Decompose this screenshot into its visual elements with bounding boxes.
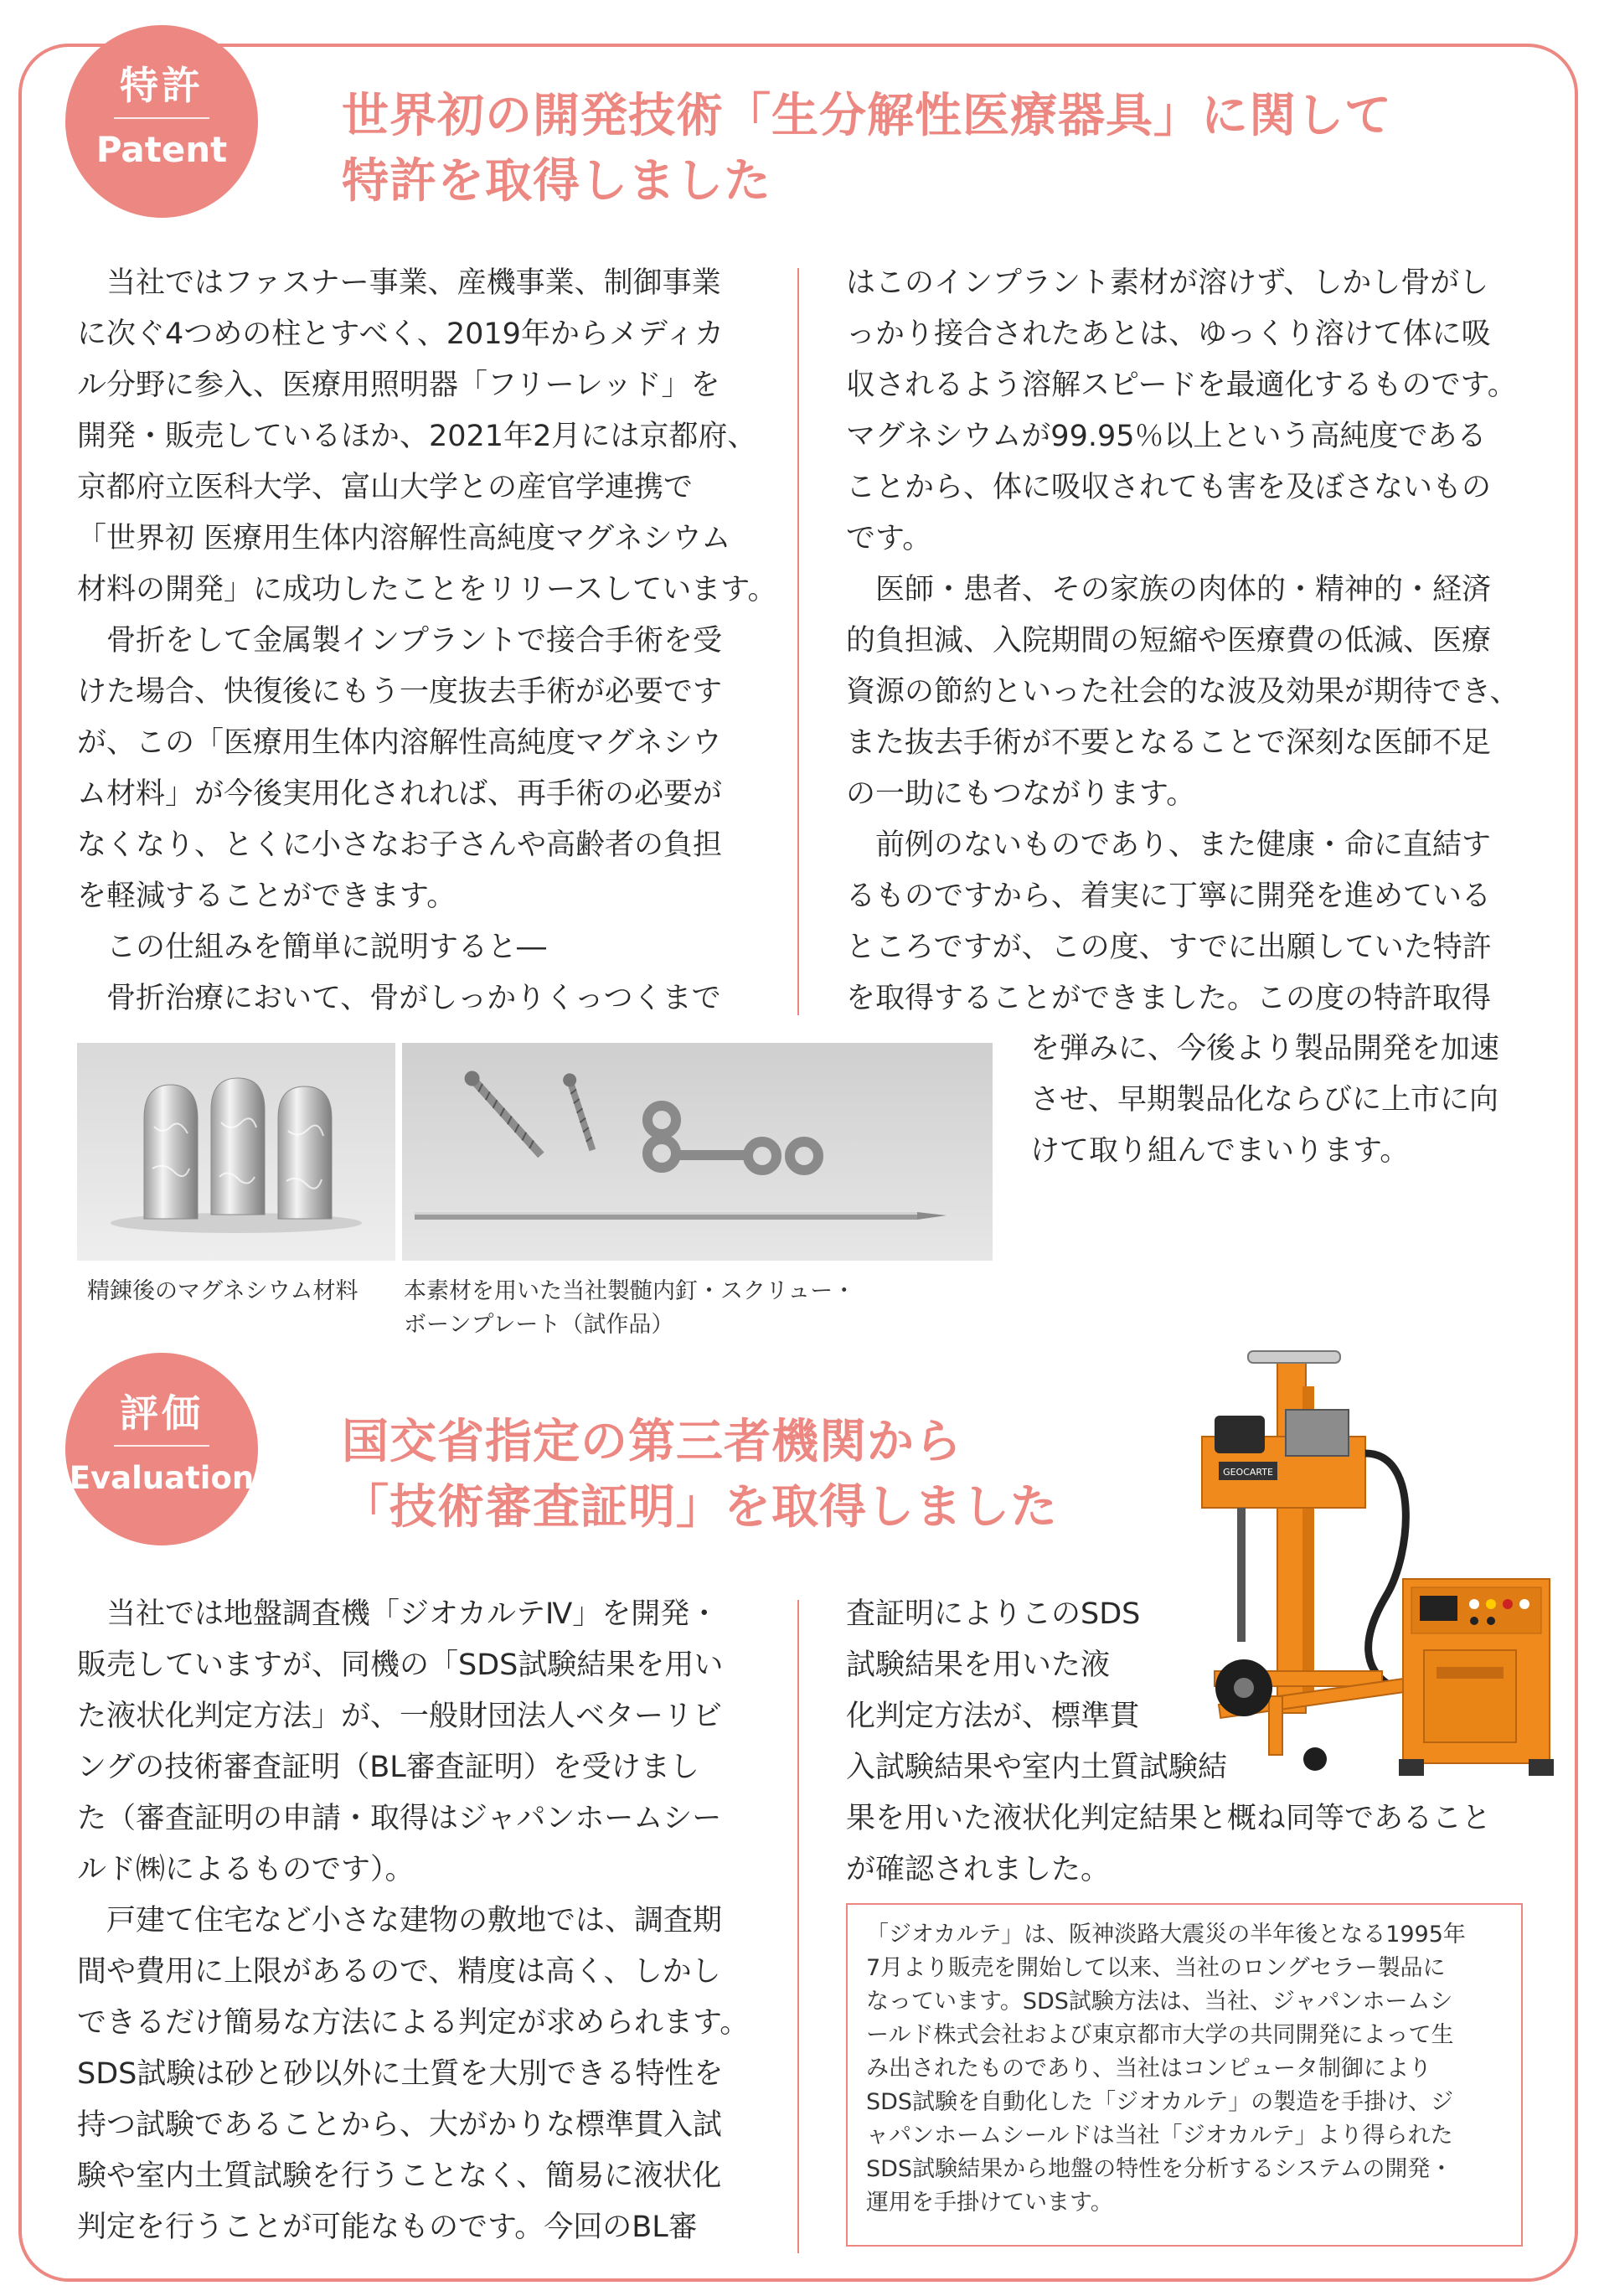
magnesium-photo-caption: 精錬後のマグネシウム材料 bbox=[87, 1278, 358, 1304]
patent-left-column bbox=[77, 258, 781, 1024]
evaluation-badge-jp: 評価 bbox=[120, 1390, 204, 1436]
evaluation-left-paragraph: 戸建て住宅など小さな建物の敷地では、調査期 間や費用に上限があるので、精度は高く、しかし できるだけ簡易な方法による判定が求められます。 SDS試験は砂と砂以外に土質を大別できる特性を 持つ試験であることから、大がかりな標準貫入試 験や室内土質試験を行うことなく、簡易に液状化 判定を行うことが可能なものです。今回のBL審 bbox=[77, 1904, 750, 2244]
patent-left-paragraph: 当社ではファスナー事業、産機事業、制御事業 に次ぐ4つめの柱とすべく、2019年からメディカ ル分野に参入、医療用照明器「フリーレッド」を 開発・販売しているほか、2021年2月には京都府、 京都府立医科大学、富山大学との産官学連携で 「世界初 医療用生体内溶解性高純度マグネシウム 材料の開発」に成功したことをリリースしています。 bbox=[77, 266, 777, 606]
patent-badge-en: Patent bbox=[95, 129, 228, 170]
evaluation-right-column bbox=[846, 1589, 1550, 1896]
patent-right-paragraph: 医師・患者、その家族の肉体的・精神的・経済 的負担減、入院期間の短縮や医療費の低減、医療 資源の節約といった社会的な波及効果が期待でき、 また抜去手術が不要となることで深刻な医師不足 の一助にもつながります。 bbox=[846, 573, 1519, 811]
evaluation-column-divider bbox=[797, 1600, 799, 2253]
badge-divider bbox=[114, 1445, 209, 1447]
patent-heading-line2: 特許を取得しました bbox=[342, 154, 771, 209]
implants-photo-caption: 本素材を用いた当社製髄内釘・スクリュー・ ボーンプレート（試作品） bbox=[404, 1278, 856, 1338]
geocarte-note-text: 「ジオカルテ」は、阪神淡路大震災の半年後となる1995年 7月より販売を開始して以来、当社のロングセラー製品に なっています。SDS試験方法は、当社、ジャパンホームシ ールド株式会社および東京都市大学の共同開発によって生 み出されたものであり、当社はコンピュータ制御により SDS試験を自動化した「ジオカルテ」の製造を手掛け、ジ ャパンホームシールドは当社「ジオカルテ」より得られた SDS試験結果から地盤の特性を分析するシステムの開発・ 運用を手掛けています。 bbox=[866, 1922, 1466, 2216]
evaluation-heading bbox=[342, 1410, 1058, 1540]
evaluation-heading-line1: 国交省指定の第三者機関から bbox=[342, 1415, 962, 1469]
evaluation-left-column bbox=[77, 1589, 781, 2253]
evaluation-badge bbox=[65, 1353, 258, 1545]
patent-right-paragraph: 前例のないものであり、また健康・命に直結す るものですから、着実に丁寧に開発を進めている ところですが、この度、すでに出願していた特許 を取得することができました。この度の特許取得 bbox=[846, 828, 1492, 1015]
patent-badge bbox=[65, 25, 258, 218]
evaluation-left-paragraph: 当社では地盤調査機「ジオカルテⅣ」を開発・ 販売していますが、同機の「SDS試験結果を用い た液状化判定方法」が、一般財団法人ベターリビ ングの技術審査証明（BL審査証明）を受けまし た（審査証明の申請・取得はジャパンホームシー ルド㈱によるものです）。 bbox=[77, 1597, 724, 1886]
patent-left-paragraph: 骨折治療において、骨がしっかりくっつくまで bbox=[106, 982, 721, 1015]
evaluation-right-bottom-text: 果を用いた液状化判定結果と概ね同等であること が確認されました。 bbox=[846, 1802, 1492, 1886]
magnesium-material-photo bbox=[77, 1043, 395, 1261]
geocarte-note-box bbox=[846, 1903, 1523, 2247]
patent-column-divider bbox=[797, 268, 799, 1015]
patent-heading-line1: 世界初の開発技術「生分解性医療器具」に関して bbox=[342, 89, 1392, 143]
patent-left-paragraph: 骨折をして金属製インプラントで接合手術を受 けた場合、快復後にもう一度抜去手術が必要です が、この「医療用生体内溶解性高純度マグネシウ ム材料」が今後実用化されれば、再手術の必要が なくなり、とくに小さなお子さんや高齢者の負担 を軽減することができます。 bbox=[77, 624, 723, 913]
patent-right-tail bbox=[1030, 1024, 1550, 1177]
badge-divider bbox=[114, 117, 209, 119]
patent-left-paragraph: この仕組みを簡単に説明すると― bbox=[106, 931, 547, 964]
machine-label: GEOCARTE bbox=[1223, 1467, 1273, 1478]
evaluation-right-top-text: 査証明によりこのSDS 試験結果を用いた液 化判定方法が、標準貫 入試験結果や室内土質試験結 bbox=[846, 1597, 1228, 1784]
patent-right-paragraph: はこのインプラント素材が溶けず、しかし骨がし っかり接合されたあとは、ゆっくり溶けて体に吸 収されるよう溶解スピードを最適化するものです。 マグネシウムが99.95％以上という高純度である ことから、体に吸収されても害を及ぼさないもの です。 bbox=[846, 266, 1517, 555]
patent-right-tail-text: を弾みに、今後より製品開発を加速 させ、早期製品化ならびに上市に向 けて取り組んでまいります。 bbox=[1030, 1032, 1500, 1168]
evaluation-badge-en: Evaluation bbox=[69, 1460, 255, 1496]
evaluation-heading-line2: 「技術審査証明」を取得しました bbox=[342, 1480, 1058, 1535]
patent-right-column bbox=[846, 258, 1550, 1024]
patent-badge-jp: 特許 bbox=[120, 63, 204, 108]
implants-photo bbox=[402, 1043, 993, 1261]
patent-heading bbox=[342, 84, 1392, 214]
